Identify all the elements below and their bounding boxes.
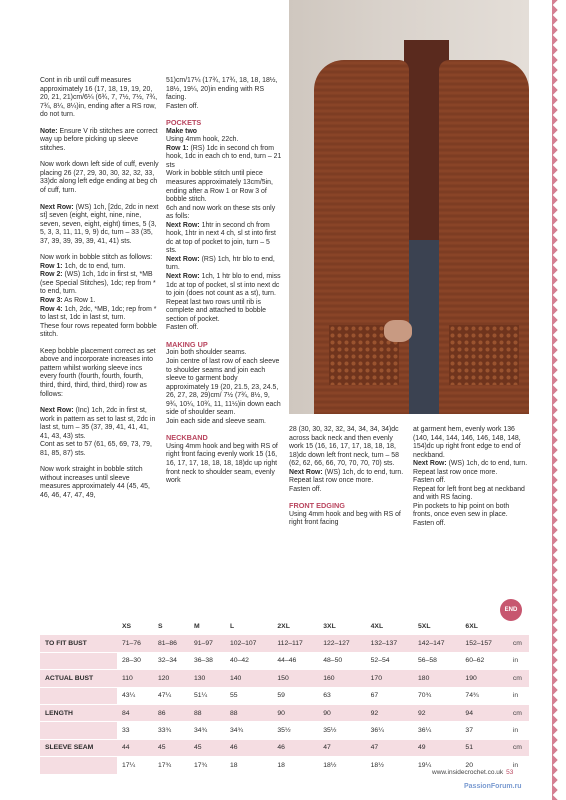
table-cell: 150 bbox=[272, 670, 318, 687]
table-cell: 92 bbox=[366, 704, 413, 721]
table-cell: 20 bbox=[460, 757, 507, 774]
unit-cell: cm bbox=[508, 670, 529, 687]
column-1 bbox=[40, 77, 160, 509]
table-cell: 110 bbox=[117, 670, 153, 687]
unit-cell: cm bbox=[508, 704, 529, 721]
subheading-make-two: Make two bbox=[166, 127, 198, 135]
paragraph: Pin pockets to hip point on both fronts, once even sew in place. bbox=[413, 502, 510, 519]
paragraph: at garment hem, evenly work 136 (140, 144, 144, 146, 146, 148, 148, 154)dc up right front edge to end of neckband. bbox=[413, 426, 521, 459]
table-cell: 44–46 bbox=[272, 652, 318, 669]
end-badge: END bbox=[500, 599, 522, 621]
paragraph: Fasten off. bbox=[413, 520, 446, 528]
paragraph: Next Row: (WS) 1ch, dc to end, turn. bbox=[289, 468, 404, 476]
paragraph: Fasten off. bbox=[166, 102, 199, 110]
table-cell: 34¾ bbox=[189, 722, 225, 739]
unit-cell: in bbox=[508, 757, 529, 774]
table-cell: 60–62 bbox=[460, 652, 507, 669]
header-size: L bbox=[225, 618, 272, 635]
unit-cell: in bbox=[508, 687, 529, 704]
table-cell: 59 bbox=[272, 687, 318, 704]
paragraph: Note: Ensure V rib stitches are correct way up before picking up sleeve stitches. bbox=[40, 127, 158, 152]
header-blank bbox=[40, 618, 117, 635]
size-table bbox=[40, 618, 529, 775]
paragraph: Fasten off. bbox=[289, 485, 322, 493]
table-cell: 70¾ bbox=[413, 687, 460, 704]
table-cell: 152–157 bbox=[460, 635, 507, 652]
table-cell: 90 bbox=[318, 704, 365, 721]
table-cell: 190 bbox=[460, 670, 507, 687]
paragraph: Next Row: (WS) 1ch, [2dc, 2dc in next st] seven (eight, eight, nine, nine, seven, seven, eight, eight) times, 5 (3, 5, 3, 3, 11, 11, 9, 9) dc, turn – 33 (35, 37, 39, 39, 39, 39, 41, 41) sts. bbox=[40, 203, 159, 245]
table-cell: 63 bbox=[318, 687, 365, 704]
table-cell: 47 bbox=[366, 739, 413, 756]
table-cell: 18 bbox=[225, 757, 272, 774]
model-hand bbox=[384, 320, 412, 342]
row-label bbox=[40, 652, 117, 669]
paragraph: Row 3: As Row 1. bbox=[40, 297, 96, 305]
paragraph: Using 4mm hook, 22ch. bbox=[166, 136, 239, 144]
table-cell: 36–38 bbox=[189, 652, 225, 669]
table-cell: 86 bbox=[153, 704, 189, 721]
table-cell: 35½ bbox=[318, 722, 365, 739]
paragraph: Repeat for left front beg at neckband and with RS facing. bbox=[413, 485, 525, 502]
row-label bbox=[40, 722, 117, 739]
paragraph: Next Row: 1htr in second ch from hook, 1htr in next 4 ch, sl st into first dc at top of pocket to join, turn – 5 sts. bbox=[166, 221, 276, 255]
table-cell: 74¾ bbox=[460, 687, 507, 704]
table-cell: 88 bbox=[225, 704, 272, 721]
header-size: S bbox=[153, 618, 189, 635]
paragraph: Cont in rib until cuff measures approximately 16 (17, 18, 19, 19, 20, 20, 21, 21)cm/6¼ (6¾, 7, 7½, 7½, 7¾, 7¾, 8¼, 8¼)in, ending after a RS row, do not turn. bbox=[40, 77, 158, 119]
table-cell: 33¾ bbox=[153, 722, 189, 739]
unit-cell: cm bbox=[508, 635, 529, 652]
table-cell: 120 bbox=[153, 670, 189, 687]
site-url: www.insidecrochet.co.uk bbox=[432, 769, 504, 776]
paragraph: Now work down left side of cuff, evenly placing 26 (27, 29, 30, 30, 32, 32, 33, 33)dc along left edge ending at beg ch of cuff, turn. bbox=[40, 161, 159, 195]
watermark: PassionForum.ru bbox=[464, 783, 522, 790]
header-unit bbox=[508, 618, 529, 635]
table-cell: 55 bbox=[225, 687, 272, 704]
paragraph: Row 4: 1ch, 2dc, *MB, 1dc; rep from * to last st, 1dc in last st, turn. bbox=[40, 305, 157, 322]
unit-cell: in bbox=[508, 722, 529, 739]
table-cell: 17¾ bbox=[189, 757, 225, 774]
table-cell: 92 bbox=[413, 704, 460, 721]
header-size: M bbox=[189, 618, 225, 635]
paragraph: Next Row: (RS) 1ch, htr blo to end, turn. bbox=[166, 255, 275, 272]
zigzag-border bbox=[552, 0, 566, 800]
table-cell: 132–137 bbox=[366, 635, 413, 652]
table-cell: 140 bbox=[225, 670, 272, 687]
table-cell: 18½ bbox=[366, 757, 413, 774]
paragraph: Join both shoulder seams. bbox=[166, 349, 247, 357]
row-label: LENGTH bbox=[40, 704, 117, 721]
section-heading-making-up: MAKING UP bbox=[166, 339, 208, 349]
row-label bbox=[40, 687, 117, 704]
paragraph: Cont as set to 57 (61, 65, 69, 73, 79, 81, 85, 87) sts. bbox=[40, 441, 152, 457]
row-label: ACTUAL BUST bbox=[40, 670, 117, 687]
table-cell: 47 bbox=[318, 739, 365, 756]
table-cell: 160 bbox=[318, 670, 365, 687]
table-cell: 90 bbox=[272, 704, 318, 721]
paragraph: Row 2: (WS) 1ch, 1dc in first st, *MB (see Special Stitches), 1dc; rep from * to end, turn. bbox=[40, 271, 156, 296]
table-cell: 40–42 bbox=[225, 652, 272, 669]
cardigan-photo bbox=[289, 0, 529, 414]
size-header-row bbox=[40, 618, 529, 635]
paragraph: 6ch and now work on these sts only as folls: bbox=[166, 204, 276, 221]
table-cell: 88 bbox=[189, 704, 225, 721]
table-cell: 46 bbox=[225, 739, 272, 756]
paragraph: Now work in bobble stitch as follows: bbox=[40, 254, 153, 262]
table-cell: 33 bbox=[117, 722, 153, 739]
table-cell: 122–127 bbox=[318, 635, 365, 652]
table-cell: 35½ bbox=[272, 722, 318, 739]
paragraph: Repeat last row once more. bbox=[413, 468, 498, 476]
paragraph: Repeat last two rows until rib is complete and attached to bobble section of pocket. bbox=[166, 298, 266, 323]
paragraph: Next Row: (WS) 1ch, dc to end, turn. bbox=[413, 460, 528, 468]
table-cell: 112–117 bbox=[272, 635, 318, 652]
table-cell: 32–34 bbox=[153, 652, 189, 669]
table-cell: 51¼ bbox=[189, 687, 225, 704]
table-cell: 44 bbox=[117, 739, 153, 756]
table-row bbox=[40, 652, 529, 669]
section-heading-pockets: POCKETS bbox=[166, 118, 202, 128]
bobble-pocket-right bbox=[449, 325, 519, 385]
paragraph: Fasten off. bbox=[413, 477, 446, 485]
table-cell: 170 bbox=[366, 670, 413, 687]
unit-cell: cm bbox=[508, 739, 529, 756]
column-4 bbox=[413, 426, 529, 537]
header-size: 3XL bbox=[318, 618, 365, 635]
paragraph: Join each side and sleeve seam. bbox=[166, 417, 266, 425]
table-cell: 52–54 bbox=[366, 652, 413, 669]
table-cell: 43¼ bbox=[117, 687, 153, 704]
header-size: 5XL bbox=[413, 618, 460, 635]
table-cell: 34¾ bbox=[225, 722, 272, 739]
paragraph: Next Row: 1ch, 1 htr blo to end, miss 1dc at top of pocket, sl st into next dc to join (does not count as a st), turn. bbox=[166, 273, 281, 298]
table-row bbox=[40, 704, 529, 721]
paragraph: Fasten off. bbox=[166, 324, 199, 332]
table-cell: 18½ bbox=[318, 757, 365, 774]
paragraph: These four rows repeated form bobble stitch. bbox=[40, 322, 157, 339]
table-cell: 48–50 bbox=[318, 652, 365, 669]
table-cell: 56–58 bbox=[413, 652, 460, 669]
paragraph: Using 4mm hook and beg with RS of right front facing evenly work 15 (16, 16, 17, 17, 18, 18, 18, 18)dc up right front neck to shoulder seam, evenly work bbox=[166, 442, 278, 485]
table-cell: 45 bbox=[153, 739, 189, 756]
table-cell: 37 bbox=[460, 722, 507, 739]
table-cell: 45 bbox=[189, 739, 225, 756]
paragraph: Repeat last row once more. bbox=[289, 477, 374, 485]
table-cell: 130 bbox=[189, 670, 225, 687]
table-cell: 180 bbox=[413, 670, 460, 687]
section-heading-neckband: NECKBAND bbox=[166, 433, 208, 443]
row-label bbox=[40, 757, 117, 774]
table-cell: 71–76 bbox=[117, 635, 153, 652]
paragraph: Next Row: (Inc) 1ch, 2dc in first st, work in pattern as set to last st, 2dc in last st, turn – 35 (37, 39, 41, 41, 41, 41, 43, 43) sts. bbox=[40, 407, 156, 440]
table-cell: 17¼ bbox=[117, 757, 153, 774]
paragraph: 51)cm/17¼ (17¾, 17¾, 18, 18, 18½, 18½, 19¼, 20)in ending with RS facing. bbox=[166, 77, 278, 102]
table-cell: 91–97 bbox=[189, 635, 225, 652]
table-cell: 142–147 bbox=[413, 635, 460, 652]
paragraph: 28 (30, 30, 32, 32, 34, 34, 34, 34)dc across back neck and then evenly work 15 (16, 16, 17, 17, 18, 18, 18, 18)dc down left front neck, turn – 58 (62, 62, 66, 66, 70, 70, 70, 70) sts. bbox=[289, 426, 399, 468]
table-cell: 94 bbox=[460, 704, 507, 721]
table-cell: 84 bbox=[117, 704, 153, 721]
table-cell: 49 bbox=[413, 739, 460, 756]
paragraph: Keep bobble placement correct as set above and incorporate increases into pattern whilst working sleeve incs every fourth (fourth, fourth, fourth, third, third, third, third, third) row as follows: bbox=[40, 347, 156, 398]
table-cell: 28–30 bbox=[117, 652, 153, 669]
paragraph: Join centre of last row of each sleeve to shoulder seams and join each sleeve to garment body approximately 19 (20, 21.5, 23, 24.5, 26, 27, 28, 29)cm/ 7½ (7¾, 8½, 9, 9¾, 10¼, 10¾, 11, 11½)in down each side of shoulder seam. bbox=[166, 357, 281, 417]
paragraph: Using 4mm hook and beg with RS of right front facing bbox=[289, 510, 401, 527]
table-cell: 102–107 bbox=[225, 635, 272, 652]
table-row bbox=[40, 687, 529, 704]
row-label: SLEEVE SEAM bbox=[40, 739, 117, 756]
section-heading-front-edging: FRONT EDGING bbox=[289, 501, 345, 511]
header-size: 6XL bbox=[460, 618, 507, 635]
row-label: TO FIT BUST bbox=[40, 635, 117, 652]
table-cell: 36¼ bbox=[413, 722, 460, 739]
table-row bbox=[40, 739, 529, 756]
table-cell: 47¼ bbox=[153, 687, 189, 704]
table-cell: 19¼ bbox=[413, 757, 460, 774]
page-number: 53 bbox=[506, 769, 514, 776]
paragraph: Row 1: (RS) 1dc in second ch from hook, 1dc in each ch to end, turn – 21 sts bbox=[166, 144, 282, 169]
table-cell: 36¼ bbox=[366, 722, 413, 739]
paragraph: Work in bobble stitch until piece measures approximately 13cm/5in, ending after a Row 1 or Row 3 of bobble stitch. bbox=[166, 170, 273, 204]
table-row bbox=[40, 722, 529, 739]
table-cell: 18 bbox=[272, 757, 318, 774]
column-3 bbox=[289, 426, 405, 536]
table-cell: 67 bbox=[366, 687, 413, 704]
table-row bbox=[40, 670, 529, 687]
table-cell: 51 bbox=[460, 739, 507, 756]
header-size: 4XL bbox=[366, 618, 413, 635]
header-size: XS bbox=[117, 618, 153, 635]
page-footer bbox=[432, 769, 513, 776]
header-size: 2XL bbox=[272, 618, 318, 635]
table-cell: 17¾ bbox=[153, 757, 189, 774]
column-2 bbox=[166, 77, 282, 494]
table-cell: 81–86 bbox=[153, 635, 189, 652]
paragraph: Now work straight in bobble stitch without increases until sleeve measures approximately 44 (45, 45, 46, 46, 47, 47, 49, bbox=[40, 466, 150, 499]
table-cell: 46 bbox=[272, 739, 318, 756]
paragraph: Row 1: 1ch, dc to end, turn. bbox=[40, 262, 126, 270]
table-row bbox=[40, 635, 529, 652]
unit-cell: in bbox=[508, 652, 529, 669]
